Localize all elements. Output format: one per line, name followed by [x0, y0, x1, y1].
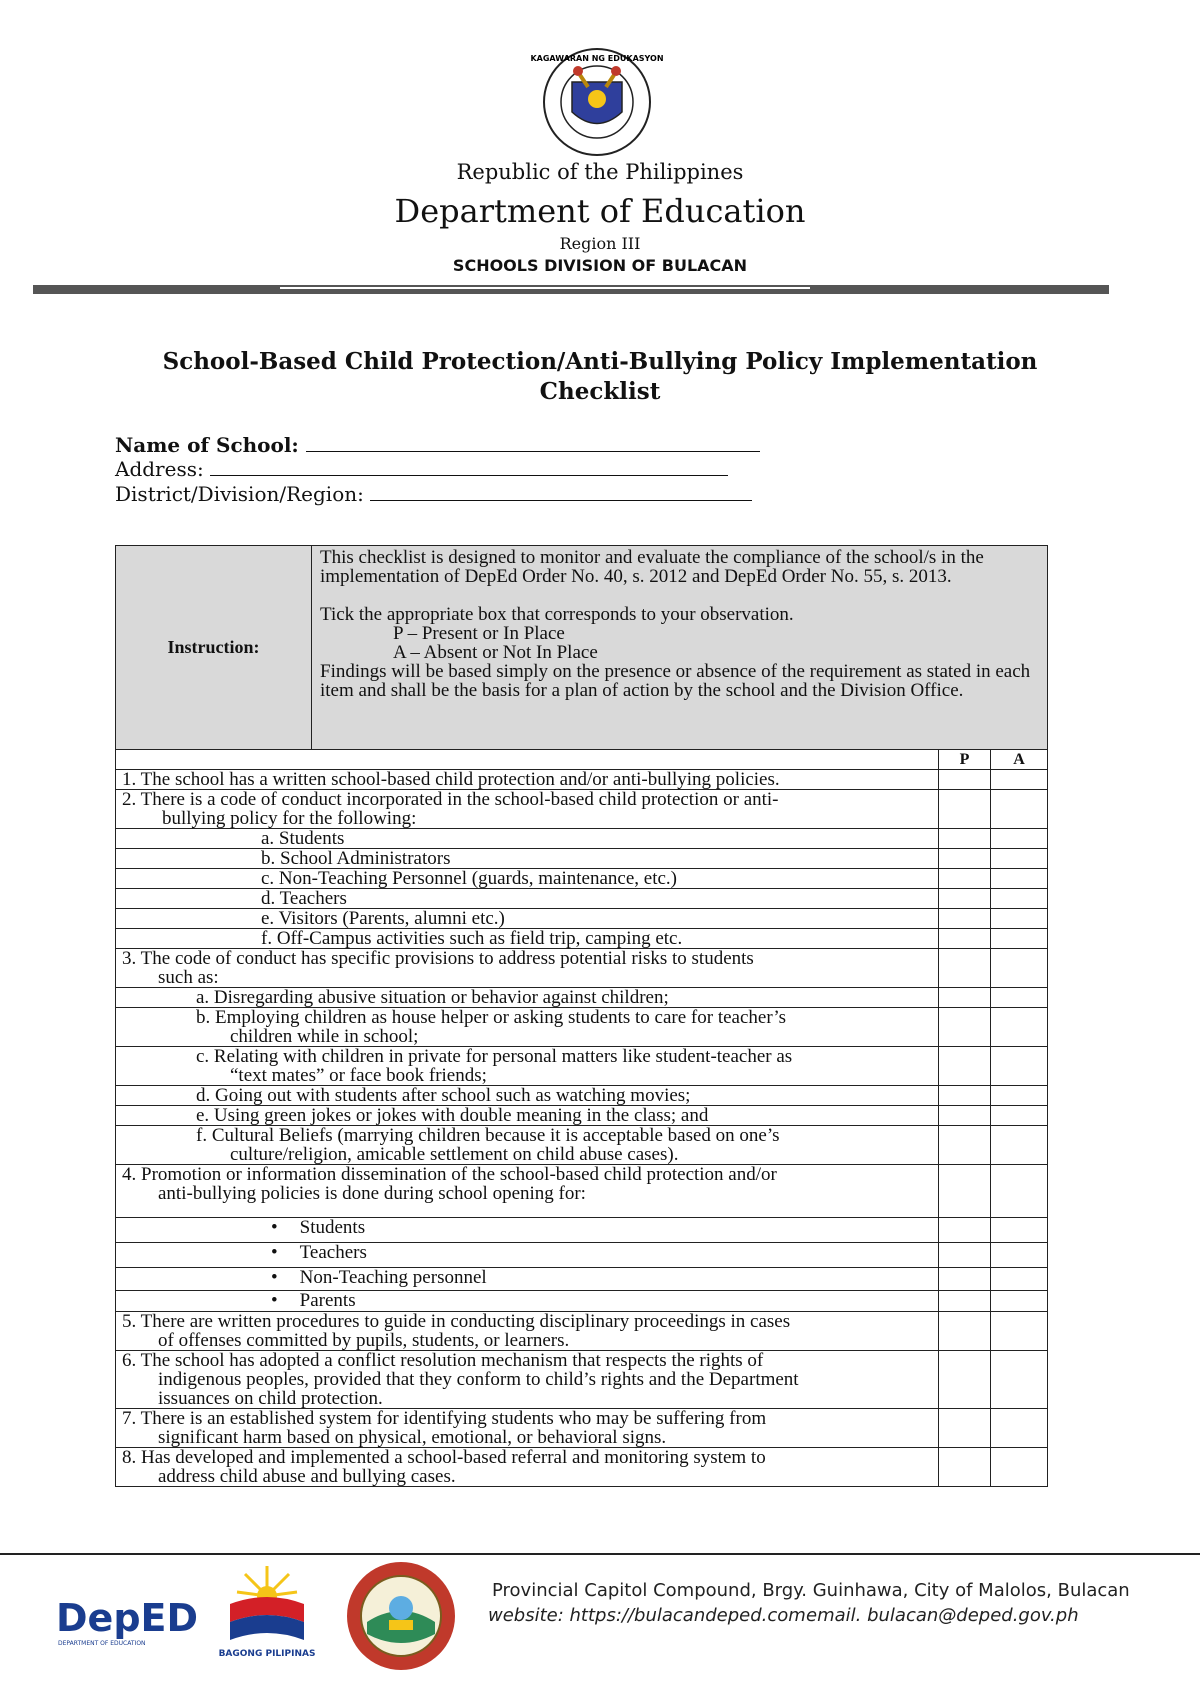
table-row: [116, 849, 1048, 869]
district-label: District/Division/Region:: [115, 482, 364, 506]
item-8: 8. Has developed and implemented a school-based referral and monitoring system to: [122, 1447, 766, 1468]
item-8-cont: address child abuse and bullying cases.: [158, 1466, 456, 1487]
p-checkbox[interactable]: [939, 1008, 991, 1047]
instruction-text: [312, 546, 1048, 750]
item-3-cont: such as:: [158, 967, 219, 988]
p-checkbox[interactable]: [939, 869, 991, 889]
header-divider-accent: [280, 287, 810, 289]
a-checkbox[interactable]: [991, 1312, 1048, 1351]
p-checkbox[interactable]: [939, 1448, 991, 1487]
address-field[interactable]: [115, 457, 728, 481]
a-checkbox[interactable]: [991, 889, 1048, 909]
item-3b-cont: children while in school;: [230, 1026, 419, 1047]
item-2e: e. Visitors (Parents, alumni etc.): [261, 908, 505, 929]
table-row: [116, 869, 1048, 889]
p-checkbox[interactable]: [939, 1312, 991, 1351]
p-checkbox[interactable]: [939, 1291, 991, 1312]
p-checkbox[interactable]: [939, 1106, 991, 1126]
p-checkbox[interactable]: [939, 1165, 991, 1218]
instruction-absent: A – Absent or Not In Place: [393, 642, 598, 663]
table-row: [116, 1291, 1048, 1312]
table-row: [116, 1008, 1048, 1047]
a-checkbox[interactable]: [991, 790, 1048, 829]
a-checkbox[interactable]: [991, 929, 1048, 949]
item-7: 7. There is an established system for identifying students who may be suffering from: [122, 1408, 767, 1429]
item-4: 4. Promotion or information dissemination of the school-based child protection and/or: [122, 1164, 777, 1185]
p-checkbox[interactable]: [939, 1218, 991, 1243]
a-checkbox[interactable]: [991, 1126, 1048, 1165]
address-line[interactable]: [210, 457, 728, 476]
checklist-table: [115, 545, 1048, 1487]
header-division: SCHOOLS DIVISION OF BULACAN: [452, 256, 748, 275]
table-row: [116, 988, 1048, 1008]
deped-seal-icon: [530, 47, 664, 157]
item-6-cont: indigenous peoples, provided that they conform to child’s rights and the Department: [158, 1369, 799, 1390]
a-checkbox[interactable]: [991, 1047, 1048, 1086]
header-department: Department of Education: [394, 192, 806, 230]
item-1: 1. The school has a written school-based child protection and/or anti-bullying policies.: [122, 769, 780, 790]
item-4-parents: Parents: [299, 1290, 356, 1311]
p-checkbox[interactable]: [939, 829, 991, 849]
name-of-school-line[interactable]: [306, 433, 760, 452]
p-checkbox[interactable]: [939, 1351, 991, 1409]
item-2c: c. Non-Teaching Personnel (guards, maintenance, etc.): [261, 868, 677, 889]
p-checkbox[interactable]: [939, 1243, 991, 1268]
p-checkbox[interactable]: [939, 1268, 991, 1291]
sdo-bulacan-seal-icon: [345, 1560, 457, 1672]
item-4-nonteaching: Non-Teaching personnel: [299, 1267, 487, 1288]
table-row: [116, 889, 1048, 909]
table-row: [116, 1047, 1048, 1086]
instruction-line3: Findings will be based simply on the presence or absence of the requirement as stated in each item and shall be the basis for a plan of action by the school and the Division Office.: [320, 661, 1031, 701]
instruction-label: Instruction:: [116, 546, 312, 750]
name-of-school-label: Name of School:: [115, 433, 299, 457]
a-checkbox[interactable]: [991, 1409, 1048, 1448]
table-row: [116, 1409, 1048, 1448]
p-checkbox[interactable]: [939, 790, 991, 829]
item-3c: c. Relating with children in private for personal matters like student-teacher as: [196, 1046, 793, 1067]
item-5: 5. There are written procedures to guide in conducting disciplinary proceedings in cases: [122, 1311, 791, 1332]
instruction-present: P – Present or In Place: [393, 623, 565, 644]
district-line[interactable]: [370, 482, 752, 501]
instruction-line1: This checklist is designed to monitor and evaluate the compliance of the school/s in the implementation of DepEd Order No. 40, s. 2012 and DepEd Order No. 55, s. 2013.: [320, 547, 984, 587]
item-3e: e. Using green jokes or jokes with double meaning in the class; and: [196, 1105, 709, 1126]
instruction-row: [116, 546, 1048, 750]
item-2-cont: bullying policy for the following:: [162, 808, 417, 829]
table-row: [116, 1351, 1048, 1409]
p-checkbox[interactable]: [939, 949, 991, 988]
item-3d: d. Going out with students after school such as watching movies;: [196, 1085, 691, 1106]
svg-text:DEPARTMENT OF EDUCATION: DEPARTMENT OF EDUCATION: [58, 1640, 146, 1647]
a-checkbox[interactable]: [991, 1291, 1048, 1312]
item-3c-cont: “text mates” or face book friends;: [230, 1065, 487, 1086]
table-row: [116, 1268, 1048, 1291]
footer-email[interactable]: email. bulacan@deped.gov.ph: [806, 1605, 1079, 1626]
table-row: [116, 929, 1048, 949]
a-checkbox[interactable]: [991, 1243, 1048, 1268]
item-3b: b. Employing children as house helper or asking students to care for teacher’s: [196, 1007, 787, 1028]
a-checkbox[interactable]: [991, 1106, 1048, 1126]
a-checkbox[interactable]: [991, 1165, 1048, 1218]
a-checkbox[interactable]: [991, 988, 1048, 1008]
p-checkbox[interactable]: [939, 988, 991, 1008]
a-checkbox[interactable]: [991, 909, 1048, 929]
p-checkbox[interactable]: [939, 909, 991, 929]
table-row: [116, 1126, 1048, 1165]
bullet-icon: •: [271, 1217, 278, 1238]
item-5-cont: of offenses committed by pupils, students, or learners.: [158, 1330, 570, 1351]
a-checkbox[interactable]: [991, 829, 1048, 849]
table-row: [116, 829, 1048, 849]
item-2: 2. There is a code of conduct incorporated in the school-based child protection or anti-: [122, 789, 779, 810]
a-checkbox[interactable]: [991, 1268, 1048, 1291]
p-checkbox[interactable]: [939, 849, 991, 869]
svg-text:DepED: DepED: [56, 1596, 199, 1640]
a-checkbox[interactable]: [991, 1218, 1048, 1243]
address-label: Address:: [115, 457, 204, 481]
a-checkbox[interactable]: [991, 1086, 1048, 1106]
instruction-line2: Tick the appropriate box that corresponds to your observation.: [320, 604, 794, 625]
item-4-teachers: Teachers: [299, 1242, 367, 1263]
item-6-cont2: issuances on child protection.: [158, 1388, 383, 1409]
svg-text:BAGONG PILIPINAS: BAGONG PILIPINAS: [218, 1649, 316, 1659]
table-row: [116, 1218, 1048, 1243]
table-row: [116, 949, 1048, 988]
table-row: [116, 1243, 1048, 1268]
item-2d: d. Teachers: [261, 888, 347, 909]
column-a-header: A: [991, 750, 1048, 770]
item-2a: a. Students: [261, 828, 345, 849]
item-7-cont: significant harm based on physical, emotional, or behavioral signs.: [158, 1427, 667, 1448]
a-checkbox[interactable]: [991, 869, 1048, 889]
a-checkbox[interactable]: [991, 1351, 1048, 1409]
item-4-cont: anti-bullying policies is done during school opening for:: [158, 1183, 586, 1204]
item-3a: a. Disregarding abusive situation or behavior against children;: [196, 987, 669, 1008]
document-title: School-Based Child Protection/Anti-Bullying Policy Implementation Checklist: [162, 348, 1038, 405]
name-of-school-field[interactable]: [115, 433, 760, 457]
item-3: 3. The code of conduct has specific provisions to address potential risks to students: [122, 948, 754, 969]
item-3f: f. Cultural Beliefs (marrying children because it is acceptable based on one’s: [196, 1125, 780, 1146]
bullet-icon: •: [271, 1267, 278, 1288]
header-republic: Republic of the Philippines: [456, 160, 744, 184]
p-checkbox[interactable]: [939, 929, 991, 949]
column-p-header: P: [939, 750, 991, 770]
p-checkbox[interactable]: [939, 1409, 991, 1448]
p-checkbox[interactable]: [939, 1047, 991, 1086]
a-checkbox[interactable]: [991, 1008, 1048, 1047]
table-row: [116, 1086, 1048, 1106]
table-row: [116, 1165, 1048, 1218]
footer-address: Provincial Capitol Compound, Brgy. Guinhawa, City of Malolos, Bulacan: [492, 1580, 1130, 1601]
footer-website[interactable]: website: https://bulacandeped.com: [488, 1605, 806, 1626]
table-row: [116, 790, 1048, 829]
bagong-pilipinas-logo-icon: [212, 1560, 322, 1660]
item-2b: b. School Administrators: [261, 848, 451, 869]
table-row: [116, 1106, 1048, 1126]
table-row: [116, 909, 1048, 929]
a-checkbox[interactable]: [991, 770, 1048, 790]
item-2f: f. Off-Campus activities such as field trip, camping etc.: [261, 928, 683, 949]
a-checkbox[interactable]: [991, 949, 1048, 988]
bullet-icon: •: [271, 1242, 278, 1263]
bullet-icon: •: [271, 1290, 278, 1311]
p-checkbox[interactable]: [939, 770, 991, 790]
item-6: 6. The school has adopted a conflict resolution mechanism that respects the rights of: [122, 1350, 764, 1371]
a-checkbox[interactable]: [991, 1448, 1048, 1487]
deped-logo-icon: [54, 1595, 199, 1649]
p-checkbox[interactable]: [939, 889, 991, 909]
table-row: [116, 770, 1048, 790]
item-4-students: Students: [299, 1217, 366, 1238]
district-field[interactable]: [115, 482, 752, 506]
item-3f-cont: culture/religion, amicable settlement on child abuse cases).: [230, 1144, 679, 1165]
p-checkbox[interactable]: [939, 1126, 991, 1165]
table-row: [116, 1312, 1048, 1351]
a-checkbox[interactable]: [991, 849, 1048, 869]
footer-divider: [0, 1553, 1200, 1555]
p-checkbox[interactable]: [939, 1086, 991, 1106]
svg-text:KAGAWARAN NG EDUKASYON: KAGAWARAN NG EDUKASYON: [530, 54, 664, 63]
header-region: Region III: [559, 234, 641, 253]
table-row: [116, 1448, 1048, 1487]
column-header-row: [116, 750, 1048, 770]
